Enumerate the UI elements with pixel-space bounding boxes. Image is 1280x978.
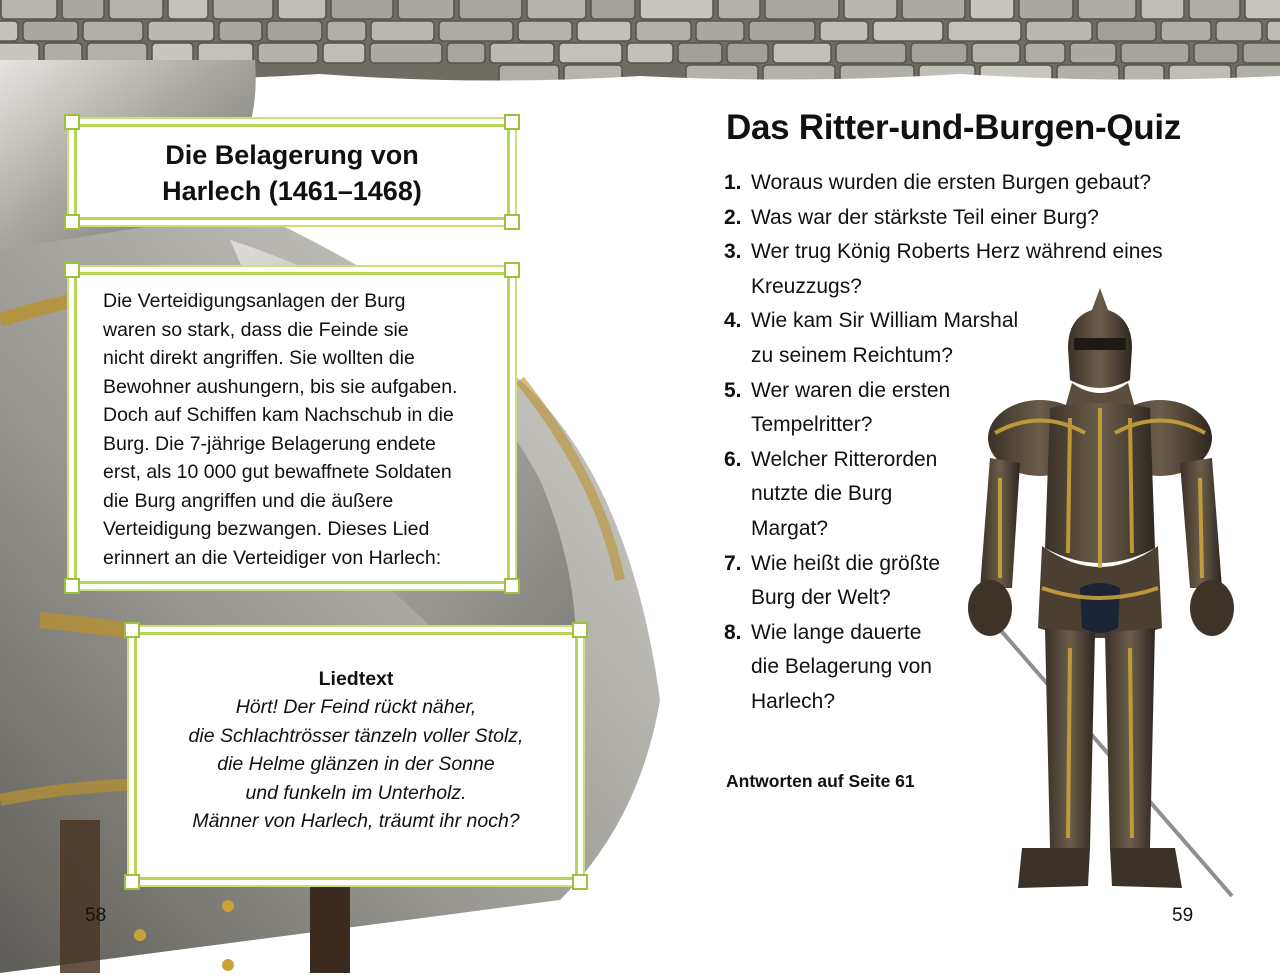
frame-corner-ornament — [572, 622, 588, 638]
question-text-line: zu seinem Reichtum? — [751, 343, 953, 367]
frame-corner-ornament — [124, 622, 140, 638]
song-lyrics-box — [134, 632, 578, 880]
answers-note: Antworten auf Seite 61 — [726, 771, 915, 791]
frame-corner-ornament — [64, 262, 80, 278]
question-text-line: Tempelritter? — [751, 413, 873, 437]
body-line: Burg. Die 7-jährige Belagerung endete — [103, 432, 436, 455]
frame-corner-ornament — [504, 214, 520, 230]
knight-armor-illustration — [950, 288, 1250, 910]
section-title-line-2: Harlech (1461–1468) — [162, 176, 422, 206]
song-line: und funkeln im Unterholz. — [245, 781, 467, 804]
body-line: erinnert an die Verteidiger von Harlech: — [103, 546, 442, 569]
question-number: 7. — [724, 551, 742, 575]
question-text-line: Was war der stärkste Teil einer Burg? — [751, 205, 1099, 229]
section-title-line-1: Die Belagerung von — [165, 140, 419, 170]
song-line: die Schlachtrösser tänzeln voller Stolz, — [188, 724, 524, 747]
song-line: die Helme glänzen in der Sonne — [217, 753, 495, 775]
quiz-question — [724, 201, 1163, 236]
question-text-line: Harlech? — [751, 689, 836, 713]
question-number: 6. — [724, 447, 742, 471]
song-line: Hört! Der Feind rückt näher, — [235, 696, 477, 718]
quiz-question — [724, 166, 1163, 201]
frame-corner-ornament — [124, 874, 140, 890]
question-text-line: Kreuzzugs? — [751, 274, 862, 298]
song-line: Männer von Harlech, träumt ihr noch? — [192, 810, 520, 832]
body-line: die Burg angriffen und die äußere — [103, 489, 394, 512]
body-line: erst, als 10 000 gut bewaffnete Soldaten — [103, 461, 452, 483]
question-number: 1. — [724, 171, 742, 194]
question-number: 3. — [724, 240, 742, 264]
title-box — [74, 124, 510, 220]
section-title — [77, 127, 507, 209]
frame-corner-ornament — [504, 578, 520, 594]
question-text-line: Woraus wurden die ersten Burgen gebaut? — [751, 171, 1152, 194]
question-text-line: Wer trug König Roberts Herz während eines — [751, 240, 1163, 264]
page-number-left: 58 — [85, 905, 107, 926]
frame-corner-ornament — [504, 262, 520, 278]
frame-corner-ornament — [504, 114, 520, 130]
frame-corner-ornament — [64, 114, 80, 130]
question-text-line: nutzte die Burg — [751, 482, 893, 506]
question-text-line: Burg der Welt? — [751, 586, 891, 610]
body-line: Bewohner aushungern, bis sie aufgaben. — [103, 375, 458, 398]
question-text-line: Wer waren die ersten — [751, 378, 951, 402]
body-line: Doch auf Schiffen kam Nachschub in die — [103, 404, 454, 426]
frame-corner-ornament — [64, 214, 80, 230]
question-number: 4. — [724, 309, 742, 333]
body-line: Verteidigung bezwangen. Dieses Lied — [103, 518, 430, 540]
question-number: 5. — [724, 378, 742, 402]
frame-corner-ornament — [572, 874, 588, 890]
frame-corner-ornament — [64, 578, 80, 594]
question-text-line: Wie lange dauerte — [751, 620, 922, 644]
question-text-line: Welcher Ritterorden — [751, 447, 938, 471]
page-number-right: 59 — [1172, 905, 1194, 926]
body-line: waren so stark, dass die Feinde sie — [103, 318, 409, 341]
song-title: Liedtext — [318, 668, 394, 690]
question-text-line: Margat? — [751, 516, 829, 540]
body-line: nicht direkt angriffen. Sie wollten die — [103, 347, 415, 369]
question-number: 8. — [724, 620, 742, 644]
body-paragraph — [77, 275, 507, 572]
body-line: Die Verteidigungsanlagen der Burg — [103, 290, 406, 312]
body-text-box — [74, 272, 510, 584]
question-text-line: Wie heißt die größte — [751, 551, 941, 575]
question-text-line: Wie kam Sir William Marshal — [751, 309, 1019, 333]
question-text-line: die Belagerung von — [751, 655, 932, 679]
quiz-title: Das Ritter-und-Burgen-Quiz — [726, 108, 1181, 147]
question-number: 2. — [724, 205, 742, 229]
